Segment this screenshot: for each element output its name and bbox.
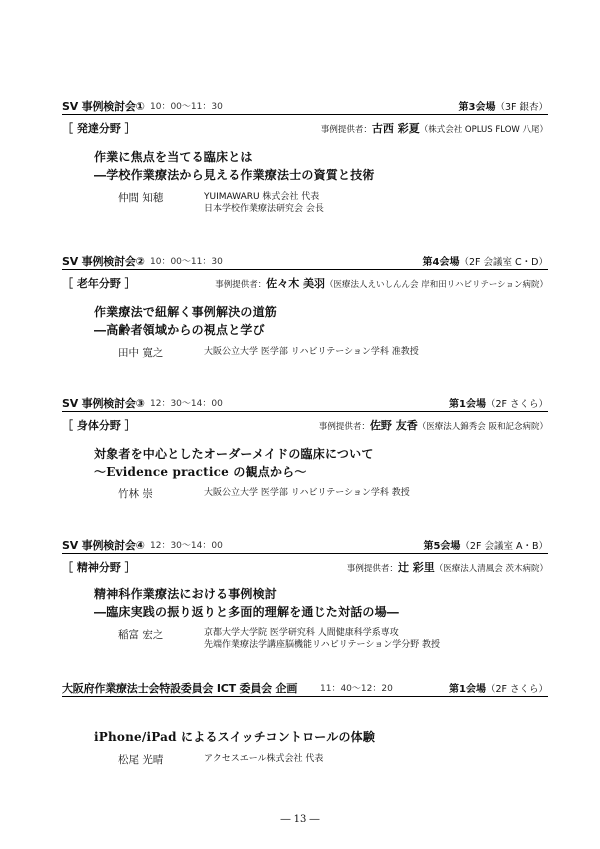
talk-title-line-1: 作業に焦点を当てる臨床とは: [94, 150, 253, 164]
session-time: 10：00～11：30: [150, 257, 223, 267]
speaker-affiliation: [204, 753, 323, 765]
session-name: SV 事例検討会④: [62, 539, 145, 552]
affiliation-line: 大阪公立大学 医学部 リハビリテーション学科 准教授: [204, 347, 419, 357]
session-venue: [449, 395, 548, 410]
session-time: 10：00～11：30: [150, 102, 223, 112]
venue-number: 第5会場: [423, 541, 461, 552]
session-header: [62, 537, 548, 551]
session-venue: [423, 537, 548, 552]
case-presenter: [321, 120, 548, 136]
session-name: SV 事例検討会①: [62, 100, 145, 113]
talk-title-line-2: ―臨床実践の振り返りと多面的理解を通じた対話の場―: [94, 605, 400, 619]
venue-detail: （2F 会議室 C・D）: [459, 257, 548, 268]
presenter-label: 事例提供者：: [346, 564, 398, 574]
venue-detail: （2F さくら）: [485, 399, 548, 410]
presenter-name: 辻 彩里: [397, 561, 435, 574]
presenter-label: 事例提供者：: [320, 125, 372, 135]
talk-title-line-1: 精神科作業療法における事例検討: [94, 587, 278, 601]
affiliation-line: 日本学校作業療法研究会 会長: [204, 204, 324, 214]
session-venue: [449, 680, 548, 695]
case-presenter: [347, 559, 548, 575]
case-presenter: [215, 275, 548, 291]
talk-title-line-2: ―学校作業療法から見える作業療法士の資質と技術: [94, 168, 375, 182]
venue-number: 第4会場: [422, 257, 460, 268]
session-header: [62, 253, 548, 267]
speaker-name: 稲富 宏之: [118, 629, 164, 641]
header-rule: [62, 269, 548, 270]
page-number: ― 13 ―: [280, 814, 320, 825]
venue-detail: （2F さくら）: [485, 684, 548, 695]
presenter-name: 古西 彩夏: [371, 122, 420, 135]
presenter-org: （医療法人清風会 茨木病院）: [434, 564, 548, 574]
affiliation-line: YUIMAWARU 株式会社 代表: [204, 192, 320, 202]
header-rule: [62, 411, 548, 412]
presenter-label: 事例提供者：: [318, 422, 370, 432]
talk-title-line-2: ～Evidence practice の観点から～: [94, 465, 307, 479]
field-label: ［ 精神分野 ］: [62, 561, 136, 574]
affiliation-line: 京都大学大学院 医学研究科 人間健康科学系専攻: [204, 628, 399, 638]
speaker-name: 仲間 知穂: [118, 192, 164, 204]
presenter-label: 事例提供者：: [215, 280, 267, 290]
venue-number: 第1会場: [449, 684, 486, 695]
session-header: [62, 680, 548, 694]
venue-detail: （2F 会議室 A・B）: [460, 541, 548, 552]
speaker-affiliation: [204, 627, 440, 651]
speaker-name: 田中 寛之: [118, 347, 164, 359]
field-label: ［ 発達分野 ］: [62, 122, 136, 135]
talk-title-line-1: 対象者を中心としたオーダーメイドの臨床について: [94, 447, 374, 461]
venue-number: 第1会場: [449, 399, 486, 410]
header-rule: [62, 553, 548, 554]
affiliation-line: 先端作業療法学講座脳機能リハビリテーション学分野 教授: [204, 640, 441, 650]
session-venue: [459, 98, 549, 113]
talk-title-line-2: ―高齢者領域からの視点と学び: [94, 323, 265, 337]
venue-detail: （3F 銀杏）: [495, 102, 548, 113]
speaker-name: 松尾 光晴: [118, 754, 164, 766]
presenter-name: 佐野 友香: [369, 419, 418, 432]
speaker-name: 竹林 崇: [118, 488, 153, 500]
session-time: 12：30～14：00: [150, 399, 223, 409]
affiliation-line: アクセスエール株式会社 代表: [204, 754, 324, 764]
talk-title-line-1: 作業療法で紐解く事例解決の道筋: [94, 305, 278, 319]
presenter-org: （医療法人えいしんん会 岸和田リハビリテーション病院）: [325, 280, 548, 290]
field-label: ［ 老年分野 ］: [62, 277, 136, 290]
session-time: 11：40～12：20: [320, 684, 393, 694]
session-header: [62, 395, 548, 409]
session-name: SV 事例検討会③: [62, 397, 145, 410]
speaker-affiliation: [204, 346, 419, 358]
presenter-org: （医療法人錦秀会 阪和記念病院）: [417, 422, 548, 432]
session-header: [62, 98, 548, 112]
affiliation-line: 大阪公立大学 医学部 リハビリテーション学科 教授: [204, 488, 410, 498]
header-rule: [62, 114, 548, 115]
presenter-org: （株式会社 OPLUS FLOW 八尾）: [419, 125, 548, 135]
case-presenter: [319, 417, 548, 433]
presenter-name: 佐々木 美羽: [266, 277, 326, 290]
talk-title-line-1: iPhone/iPad によるスイッチコントロールの体験: [94, 730, 376, 744]
speaker-affiliation: [204, 487, 410, 499]
speaker-affiliation: [204, 191, 324, 215]
session-name: SV 事例検討会②: [62, 255, 145, 268]
session-venue: [423, 253, 548, 268]
venue-number: 第3会場: [458, 102, 496, 113]
header-rule: [62, 696, 548, 697]
session-name: 大阪府作業療法士会特設委員会 ICT 委員会 企画: [62, 682, 298, 695]
field-label: ［ 身体分野 ］: [62, 419, 136, 432]
session-time: 12：30～14：00: [150, 541, 223, 551]
